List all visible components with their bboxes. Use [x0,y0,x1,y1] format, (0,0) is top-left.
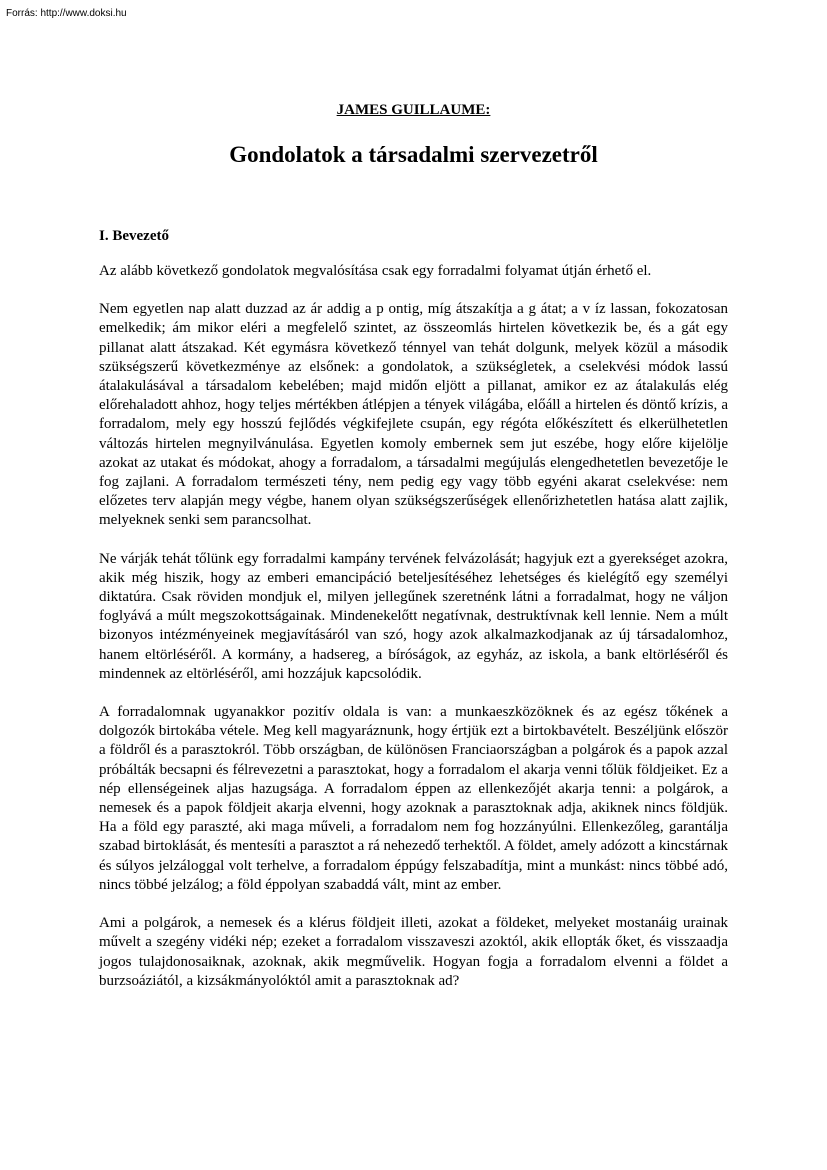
page-title: Gondolatok a társadalmi szervezetről [229,142,598,167]
source-note: Forrás: http://www.doksi.hu [6,8,127,19]
paragraph-3: Ne várják tehát tőlünk egy forradalmi kampány tervének felvázolását; hagyjuk ezt a gyerekséget azokra, akik még hiszik, hogy az emberi emancipáció beteljesítéséhez lehetséges és kielégítő egy személyi diktatúra. Csak röviden mondjuk el, milyen jellegűnek szeretnénk látni a forradalmat, hogy ne váljon foglyává a múlt megszokottságainak. Mindenekelőtt negatívnak, destruktívnak kell lennie. Nem a múlt bizonyos intézményeinek megjavításáról van szó, hogy azok alkalmazkodjanak az új társadalomhoz, hanem eltörléséről. A kormány, a hadsereg, a bíróságok, az egyház, az iskola, a bank eltörléséről és mindennek az eltörléséről, ami hozzájuk kapcsolódik. [99,550,728,682]
paragraph-4: A forradalomnak ugyanakkor pozitív oldala is van: a munkaeszközöknek és az egész tőkének a dolgozók birtokába vétele. Meg kell magyaráznunk, hogy értjük ezt a birtokbavételt. Beszéljünk először a földről és a parasztokról. Több országban, de különösen Franciaországban a polgárok és a papok azzal próbálták becsapni és félrevezetni a parasztokat, hogy a forradalom el akarja venni tőlük földjeiket. Ez a nép ellenségeinek aljas hazugsága. A forradalom éppen az ellenkezőjét akarja tenni: a polgárok, a nemesek és a papok földjeit akarja elvenni, hogy azoknak a parasztoknak adja, akiknek nincs földjük. Ha a föld egy paraszté, aki maga műveli, a forradalom nem fog hozzányúlni. Ellenkezőleg, garantálja szabad birtoklását, és mentesíti a parasztot a rá nehezedő terhektől. A földet, amely adózott a kincstárnak és súlyos jelzáloggal volt terhelve, a forradalom éppúgy felszabadítja, mint a munkást: nincs többé adó, nincs többé jelzálog; a föld éppolyan szabaddá vált, mint az ember. [99,704,728,893]
author-heading: JAMES GUILLAUME: [336,102,491,118]
paragraph-2: Nem egyetlen nap alatt duzzad az ár addig a p ontig, míg átszakítja a g átat; a v íz lassan, fokozatosan emelkedik; ám mikor eléri a megfelelő szintet, az összeomlás hirtelen következik be, és a gát egy pillanat alatt átszakad. Két egymásra következő ténnyel van tehát dolgunk, melyek közül a második szükségszerű következménye az elsőnek: a gondolatok, a szükségletek, a cselekvési módok lassú átalakulásával a társadalom kebelében; majd midőn eljött a pillanat, amikor ez az átalakulás elég előrehaladott ahhoz, hogy teljes mértékben átlépjen a tények világába, előáll a hirtelen és döntő krízis, a forradalom, mely egy hosszú fejlődés végkifejlete csupán, egy régóta előkészített és elkerülhetetlen változás hirtelen megnyilvánulása. Egyetlen komoly embernek sem jut eszébe, hogy előre kijelölje azokat az utakat és módokat, ahogy a forradalom, a társadalmi megújulás elengedhetetlen bevezetője le fog zajlani. A forradalom természeti tény, nem pedig egy vagy több egyéni akarat cselekvése: nem előzetes terv alapján megy végbe, hanem olyan szükségszerűségek ellenőrizhetetlen hatása alatt zajlik, melyeknek senki sem parancsolhat. [99,301,728,529]
paragraph-1: Az alább következő gondolatok megvalósítása csak egy forradalmi folyamat útján érhető el. [99,263,652,279]
body-text [99,262,728,1010]
section-heading: I. Bevezető [99,228,169,244]
paragraph-5: Ami a polgárok, a nemesek és a klérus földjeit illeti, azokat a földeket, melyeket mostanáig urainak művelt a szegény vidéki nép; ezeket a forradalom visszaveszi azoktól, akik ellopták őket, és visszaadja jogos tulajdonosaiknak, azoknak, akik megművelik. Hogyan fogja a forradalom elvenni a földet a burzsoáziától, a kizsákmányolóktól amit a parasztoknak ad? [99,915,728,989]
